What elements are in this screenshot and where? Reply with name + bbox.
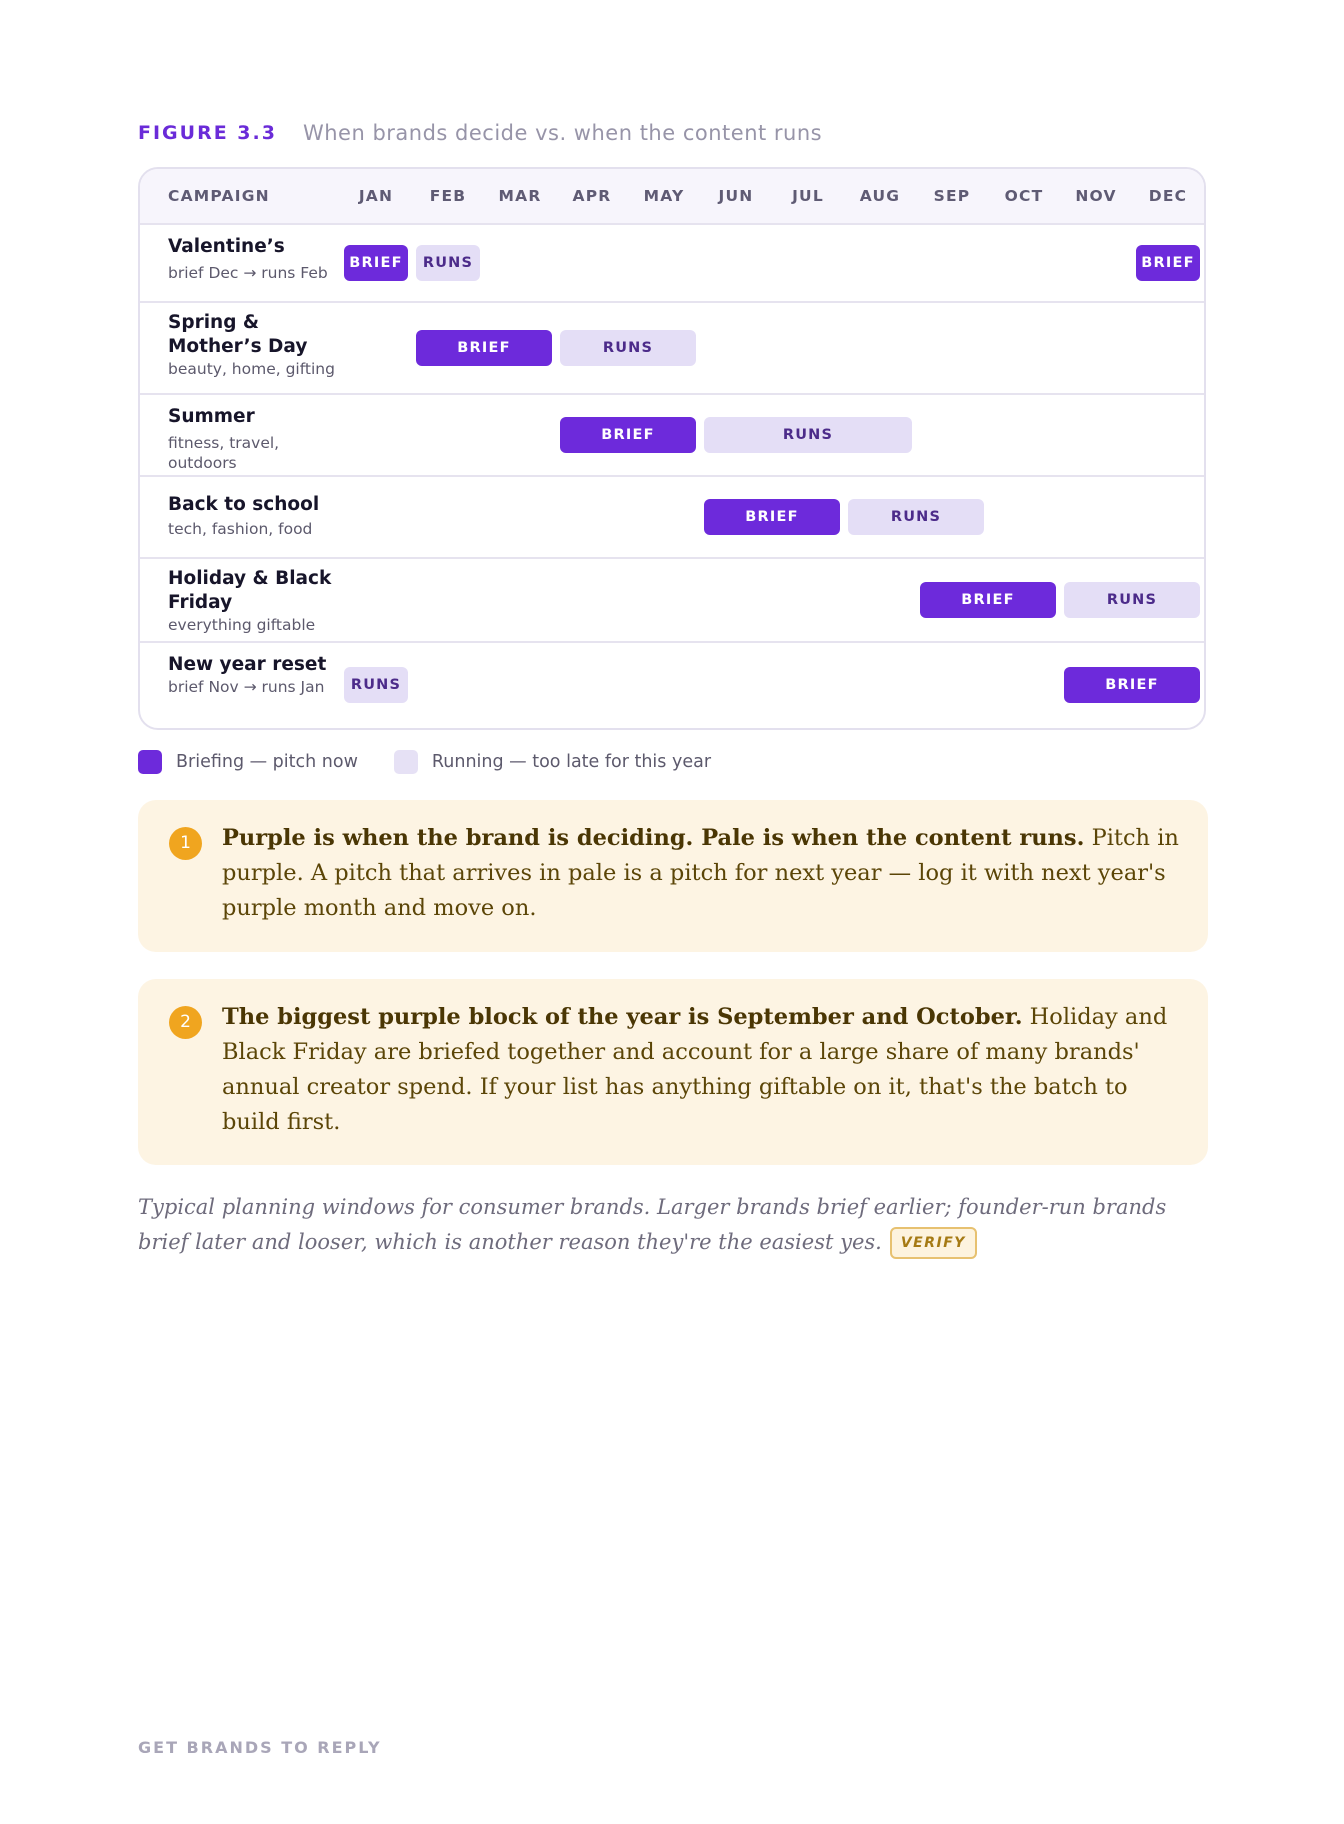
figure-header [138, 118, 822, 148]
header-campaign: CAMPAIGN [168, 187, 270, 205]
header-month: FEB [429, 187, 467, 205]
table-row [140, 643, 1204, 727]
header-month: SEP [933, 187, 971, 205]
header-month: APR [572, 187, 612, 205]
note-callout [138, 979, 1208, 1165]
table-row [140, 477, 1204, 559]
note-number-badge: 1 [169, 827, 202, 860]
legend-brief-swatch [138, 750, 162, 774]
note-number-badge: 2 [169, 1006, 202, 1039]
brief-block: BRIEF [560, 417, 696, 453]
brief-block: BRIEF [1136, 245, 1200, 281]
campaign-calendar-table [138, 167, 1206, 730]
note-body: Pitch in purple. A pitch that arrives in pale is a pitch for next year — log it with next year's purple month and move on. [222, 825, 1179, 921]
campaign-subtitle: beauty, home, gifting [168, 360, 335, 378]
runs-block: RUNS [560, 330, 696, 366]
note-callout [138, 800, 1208, 952]
note-bold: The biggest purple block of the year is September and October. [222, 1004, 1023, 1030]
campaign-subtitle: tech, fashion, food [168, 520, 313, 538]
legend-brief-label: Briefing — pitch now [176, 752, 358, 772]
header-month: OCT [1004, 187, 1044, 205]
runs-block: RUNS [1064, 582, 1200, 618]
verify-badge: VERIFY [890, 1227, 977, 1259]
note-text [222, 1000, 1182, 1140]
legend-runs-label: Running — too late for this year [431, 752, 712, 772]
note-text [222, 821, 1182, 926]
table-header [140, 169, 1204, 225]
runs-block: RUNS [704, 417, 912, 453]
header-month: AUG [859, 187, 901, 205]
table-row [140, 559, 1204, 643]
figure-caption [138, 1190, 1218, 1260]
campaign-name: Back to school [168, 494, 320, 515]
header-month: JUN [718, 187, 754, 205]
legend [138, 750, 711, 774]
header-month: JAN [358, 187, 394, 205]
brief-block: BRIEF [1064, 667, 1200, 703]
note-bold: Purple is when the brand is deciding. Pale is when the content runs. [222, 825, 1085, 851]
header-month: NOV [1075, 187, 1117, 205]
note-body: Holiday and Black Friday are briefed together and account for a large share of many brands' annual creator spend. If your list has anything giftable on it, that's the batch to build first. [222, 1004, 1168, 1135]
brief-block: BRIEF [344, 245, 408, 281]
legend-runs-swatch [394, 750, 418, 774]
table-row [140, 225, 1204, 303]
header-month: MAY [643, 187, 685, 205]
campaign-subtitle: fitness, travel, outdoors [168, 434, 280, 472]
campaign-name: Holiday & Black Friday [168, 568, 332, 613]
table-row [140, 303, 1204, 395]
campaign-subtitle: brief Nov → runs Jan [168, 678, 325, 696]
campaign-subtitle: brief Dec → runs Feb [168, 264, 328, 282]
figure-label: FIGURE 3.3 [138, 122, 277, 144]
header-month: DEC [1148, 187, 1188, 205]
campaign-subtitle: everything giftable [168, 616, 316, 634]
brief-block: BRIEF [920, 582, 1056, 618]
runs-block: RUNS [344, 667, 408, 703]
brief-block: BRIEF [416, 330, 552, 366]
campaign-name: Spring & Mother’s Day [168, 312, 308, 357]
campaign-name: Summer [168, 406, 255, 427]
campaign-name: New year reset [168, 654, 327, 675]
campaign-name: Valentine’s [168, 236, 285, 257]
runs-block: RUNS [848, 499, 984, 535]
running-footer: GET BRANDS TO REPLY [138, 1738, 382, 1757]
figure-title: When brands decide vs. when the content runs [302, 121, 823, 145]
caption-text: Typical planning windows for consumer brands. Larger brands brief earlier; founder-run brands brief later and looser, which is another reason they're the easiest yes. [138, 1195, 1167, 1254]
table-row [140, 395, 1204, 477]
header-month: MAR [498, 187, 542, 205]
brief-block: BRIEF [704, 499, 840, 535]
runs-block: RUNS [416, 245, 480, 281]
header-month: JUL [792, 187, 824, 205]
